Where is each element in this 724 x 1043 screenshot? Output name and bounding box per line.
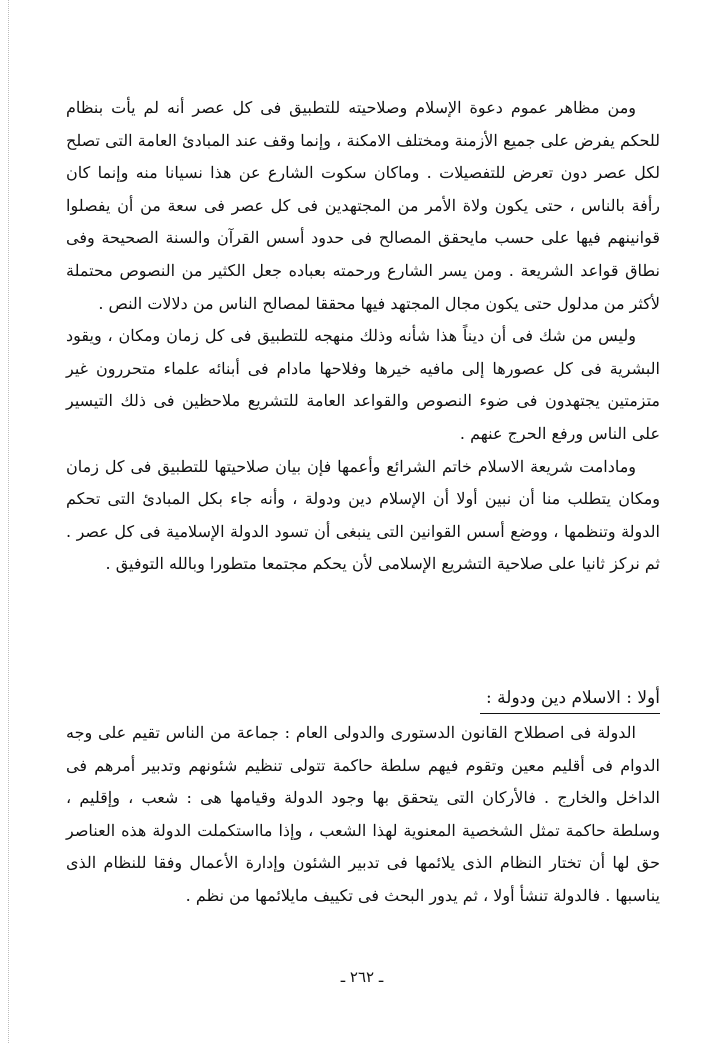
section-paragraph: الدولة فى اصطلاح القانون الدستورى والدولى العام : جماعة من الناس تقيم على وجه الدوام فى أقليم معين وتقوم فيهم سلطة حاكمة تتولى تنظيم شئونهم وتدبير أمرهم فى الداخل والخارج . فالأركان التى يتحقق بها وجود الدولة وقيامها هى : شعب ، وإقليم ، وسلطة حاكمة تمثل الشخصية المعنوية لهذا الشعب ، وإذا مااستكملت الدولة هذه العناصر حق لها أن تختار النظام الذى يلائمها فى تدبير الشئون وإدارة الأعمال وفقا للنظام الذى يناسبها . فالدولة تنشأ أولا ، ثم يدور البحث فى تكييف مايلائمها من نظم . (66, 723, 660, 905)
paragraph-1: ومن مظاهر عموم دعوة الإسلام وصلاحيته للتطبيق فى كل عصر أنه لم يأت بنظام للحكم يفرض على جميع الأزمنة ومختلف الامكنة ، وإنما وقف عند المبادئ العامة التى تصلح لكل عصر دون تعرض للتفصيلات . وماكان سكوت الشارع عن هذا نسيانا منه وإنما كان رأفة بالناس ، حتى يكون ولاة الأمر من المجتهدين فى كل عصر فى سعة من أن يفصلوا قوانينهم فيها على حسب مايحقق المصالح فى حدود أسس القرآن والسنة الصحيحة وفى نطاق قواعد الشريعة . ومن يسر الشارع ورحمته بعباده جعل الكثير من النصوص محتملة لأكثر من مدلول حتى يكون مجال المجتهد فيها محققا لمصالح الناس من دلالات النص . (66, 98, 660, 313)
scan-margin-line (8, 0, 9, 1043)
section-text-block (66, 717, 660, 913)
paragraph-2: وليس من شك فى أن ديناً هذا شأنه وذلك منهجه للتطبيق فى كل زمان ومكان ، ويقود البشرية فى كل عصورها إلى مافيه خيرها وفلاحها مادام فى أبنائه علماء متحررون غير متزمتين يجتهدون فى ضوء النصوص والقواعد العامة للتشريع ملاحظين فى ذلك التيسير على الناس ورفع الحرج عنهم . (66, 326, 660, 443)
section-heading-text: أولا : الاسلام دين ودولة : (480, 683, 660, 714)
section-heading (66, 683, 660, 714)
page-number: ـ ٢٦٢ ـ (340, 968, 384, 986)
paragraph-3: ومادامت شريعة الاسلام خاتم الشرائع وأعمها فإن بيان صلاحيتها للتطبيق فى كل زمان ومكان يتطلب منا أن نبين أولا أن الإسلام دين ودولة ، وأنه جاء بكل المبادئ التى تحكم الدولة وتنظمها ، ووضع أسس القوانين التى ينبغى أن تسود الدولة الإسلامية فى كل عصر . ثم نركز ثانيا على صلاحية التشريع الإسلامى لأن يحكم مجتمعا متطورا وبالله التوفيق . (66, 456, 660, 574)
intro-text-block (66, 92, 660, 581)
